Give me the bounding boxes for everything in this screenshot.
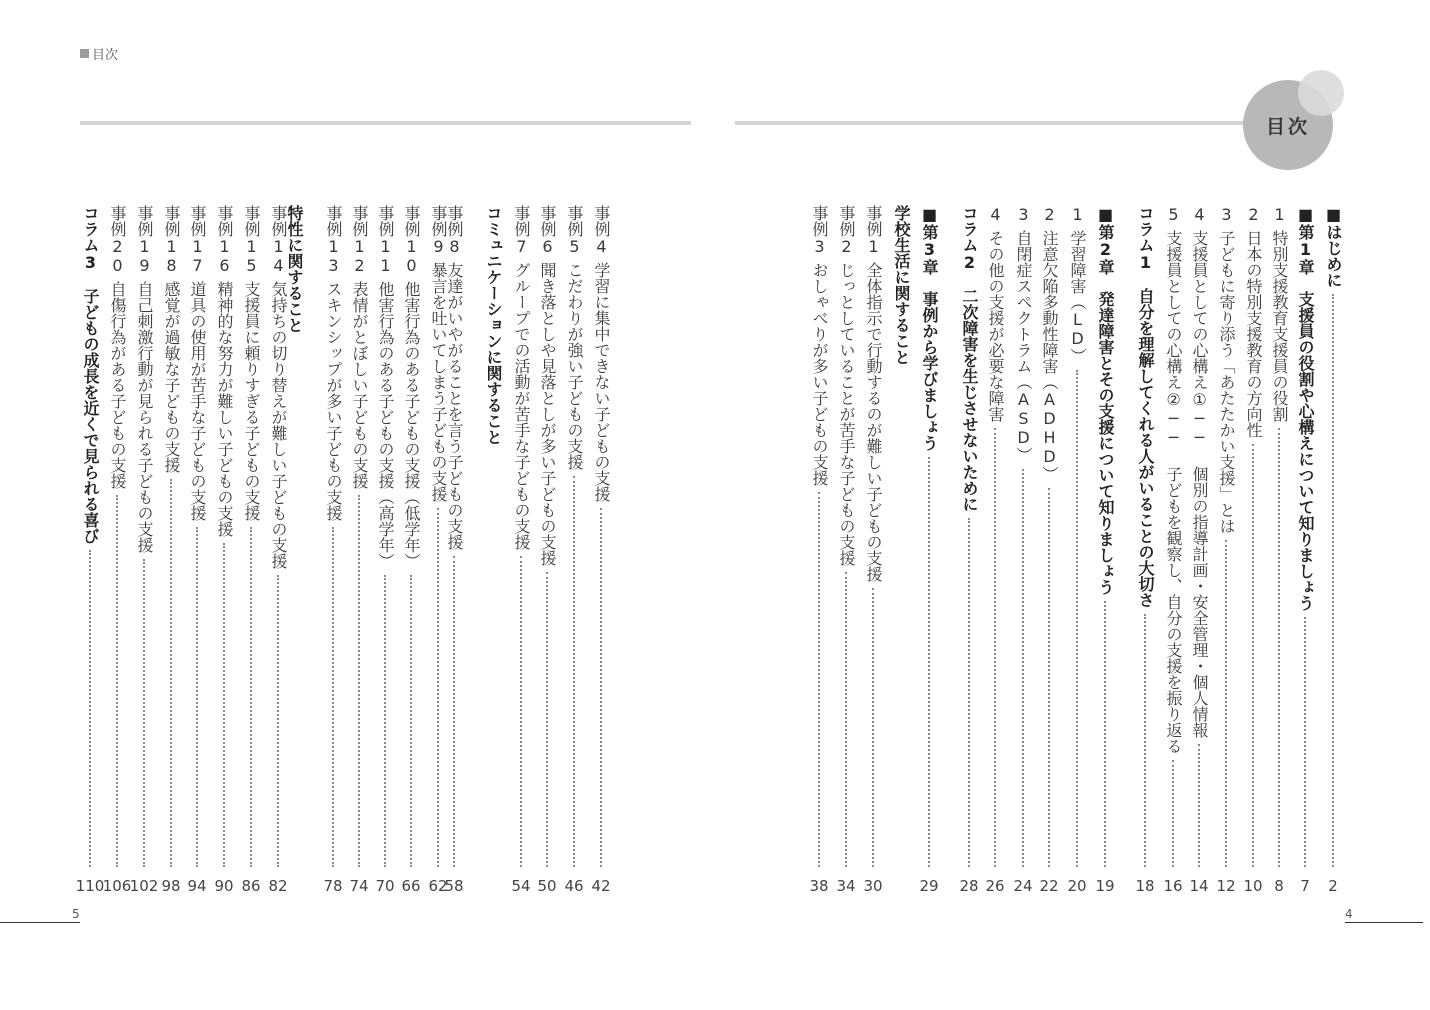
left-header-rule [80, 121, 691, 125]
toc-entry [806, 205, 832, 895]
toc-leader-dots [968, 518, 970, 867]
toc-entry-page: 7 [1300, 877, 1310, 895]
toc-entry-page: 94 [187, 877, 207, 895]
toc-entry [1092, 205, 1118, 895]
right-header-rule [735, 121, 1255, 125]
toc-entry-title: ■はじめに [1324, 205, 1343, 288]
toc-entry-title: 学習障害（LD） [1068, 230, 1087, 364]
toc-entry-page: 34 [836, 877, 856, 895]
toc-entry-page: 12 [1216, 877, 1236, 895]
toc-entry-page: 54 [511, 877, 531, 895]
toc-entry [1240, 205, 1266, 895]
toc-entry-title: 子どもに寄り添う「あたたかい支援」とは [1217, 230, 1236, 534]
left-page-header [80, 44, 118, 63]
toc-entry-page: 16 [1163, 877, 1183, 895]
toc-entry-title: 全体指示で行動するのが難しい子どもの支援 [864, 262, 883, 582]
toc-entry [238, 205, 264, 895]
toc-leader-dots [358, 495, 360, 867]
toc-entry-title: こだわりが強い子どもの支援 [565, 262, 584, 470]
toc-leader-dots [453, 556, 455, 867]
toc-leader-dots [89, 550, 91, 867]
toc-leader-dots [1278, 428, 1280, 867]
toc-entry-number: 事例9 [429, 205, 448, 256]
toc-entry-title: 他害行為のある子どもの支援（高学年） [376, 281, 395, 569]
toc-entry-number: 事例19 [135, 205, 154, 275]
toc-entry-title: ■第2章 発達障害とその支援について知りましょう [1096, 205, 1115, 595]
toc-entry-number: 事例1 [864, 205, 883, 256]
toc-entry-title: グループでの活動が苦手な子どもの支援 [512, 262, 531, 550]
toc-entry [916, 205, 942, 895]
toc-entry-number: 事例10 [402, 205, 421, 275]
toc-leader-dots [143, 559, 145, 867]
toc-leader-dots [223, 543, 225, 867]
toc-leader-dots [1332, 294, 1334, 867]
toc-entry-title: おしゃべりが多い子どもの支援 [810, 262, 829, 486]
toc-entry-title: 自己刺激行動が見られる子どもの支援 [135, 281, 154, 553]
toc-entry-title: 道具の使用が苦手な子どもの支援 [188, 281, 207, 521]
toc-entry-page: 20 [1067, 877, 1087, 895]
toc-leader-dots [994, 428, 996, 867]
toc-entry-number: 2 [1040, 205, 1059, 224]
toc-entry [1064, 205, 1090, 895]
toc-entry-title: 支援員としての心構え②── 子どもを観察し、自分の支援を振り返る [1164, 230, 1183, 754]
toc-entry-title: その他の支援が必要な障害 [986, 230, 1005, 422]
toc-entry-page: 90 [214, 877, 234, 895]
footer-rule-left [0, 922, 80, 923]
toc-entry-page: 8 [1274, 877, 1284, 895]
toc-entry [320, 205, 346, 895]
toc-entry [1010, 205, 1036, 895]
toc-leader-dots [332, 527, 334, 867]
toc-entry-number: 事例16 [215, 205, 234, 275]
toc-leader-dots [1144, 614, 1146, 867]
toc-leader-dots [410, 575, 412, 867]
toc-entry-number: 事例3 [810, 205, 829, 256]
toc-entry-number: 事例5 [565, 205, 584, 256]
toc-entry-number: 1 [1068, 205, 1087, 224]
toc-entry [588, 205, 614, 895]
toc-entry [1186, 205, 1212, 895]
toc-leader-dots [116, 495, 118, 867]
toc-leader-dots [1104, 601, 1106, 867]
toc-leader-dots [384, 575, 386, 867]
toc-leader-dots [845, 572, 847, 867]
toc-entry-page: 42 [591, 877, 611, 895]
toc-leader-dots [1198, 744, 1200, 867]
toc-entry [1160, 205, 1186, 895]
toc-entry-number: 事例15 [242, 205, 261, 275]
toc-entry-page: 102 [129, 877, 159, 895]
toc-entry [480, 205, 506, 895]
toc-entry [956, 205, 982, 895]
toc-entry-page: 58 [444, 877, 464, 895]
toc-leader-dots [520, 556, 522, 867]
toc-entry [184, 205, 210, 895]
toc-entry-page: 70 [375, 877, 395, 895]
toc-leader-dots [872, 588, 874, 867]
toc-entry-number: 事例18 [162, 205, 181, 275]
toc-entry-number: 4 [1190, 205, 1209, 224]
toc-entry [265, 205, 291, 895]
header-square-icon [80, 49, 89, 58]
toc-entry [372, 205, 398, 895]
toc-entry-title: 支援員としての心構え①── 個別の指導計画・安全管理・個人情報 [1190, 230, 1209, 738]
toc-entry-number: 事例8 [445, 205, 464, 256]
toc-entry-page: 46 [564, 877, 584, 895]
toc-entry [131, 205, 157, 895]
toc-entry [833, 205, 859, 895]
toc-entry [1292, 205, 1318, 895]
toc-entry [508, 205, 534, 895]
toc-leader-dots [1225, 540, 1227, 867]
toc-entry-title: 日本の特別支援教育の方向性 [1244, 230, 1263, 438]
toc-entry-page: 106 [102, 877, 132, 895]
toc-entry-title: コラム3 子どもの成長を近くで見られる喜び [81, 205, 100, 544]
toc-entry [1132, 205, 1158, 895]
toc-entry [346, 205, 372, 895]
toc-leader-dots [250, 527, 252, 867]
toc-leader-dots [546, 572, 548, 867]
toc-entry-title: 精神的な努力が難しい子どもの支援 [215, 281, 234, 537]
toc-entry-page: 2 [1328, 877, 1338, 895]
toc-entry-title: 特別支援教育支援員の役割 [1270, 230, 1289, 422]
toc-entry-page: 74 [349, 877, 369, 895]
toc-entry-title: 支援員に頼りすぎる子どもの支援 [242, 281, 261, 521]
toc-entry-number: 5 [1164, 205, 1183, 224]
toc-entry-title: ■第3章 事例から学びましょう [920, 205, 939, 451]
toc-entry-title: 表情がとぼしい子どもの支援 [350, 281, 369, 489]
toc-entry-page: 19 [1095, 877, 1115, 895]
toc-entry-title: 聞き落としや見落としが多い子どもの支援 [538, 262, 557, 566]
toc-entry-title: コラム1 自分を理解してくれる人がいることの大切さ [1136, 205, 1155, 608]
toc-entry-page: 110 [75, 877, 105, 895]
toc-leader-dots [928, 457, 930, 867]
toc-entry-page: 22 [1039, 877, 1059, 895]
toc-entry-page: 14 [1189, 877, 1209, 895]
toc-entry-number: 4 [986, 205, 1005, 224]
toc-entry-number: 2 [1244, 205, 1263, 224]
toc-leader-dots [573, 476, 575, 867]
toc-entry-page: 86 [241, 877, 261, 895]
toc-entry [561, 205, 587, 895]
toc-entry [982, 205, 1008, 895]
toc-entry-page: 50 [537, 877, 557, 895]
toc-entry-title: コラム2 二次障害を生じさせないために [960, 205, 979, 512]
toc-entry-number: 事例12 [350, 205, 369, 275]
toc-entry-title: 感覚が過敏な子どもの支援 [162, 281, 181, 473]
toc-entry-number: 事例11 [376, 205, 395, 275]
toc-entry-title: 学習に集中できない子どもの支援 [592, 262, 611, 502]
toc-leader-dots [170, 479, 172, 867]
header-label: 目次 [92, 48, 119, 63]
toc-leader-dots [437, 508, 439, 867]
toc-entry-title: ■第1章 支援員の役割や心構えについて知りましょう [1296, 205, 1315, 611]
toc-leader-dots [1252, 444, 1254, 867]
toc-entry-page: 29 [919, 877, 939, 895]
toc-entry [1266, 205, 1292, 895]
toc-entry-page: 66 [401, 877, 421, 895]
toc-entry-number: 事例13 [324, 205, 343, 275]
toc-entry-title: 友達がいやがることを言う子どもの支援 [445, 262, 464, 550]
toc-entry [398, 205, 424, 895]
toc-entry [158, 205, 184, 895]
toc-entry-number: 3 [1217, 205, 1236, 224]
toc-entry-number: 事例14 [269, 205, 288, 275]
toc-entry [1213, 205, 1239, 895]
toc-entry-number: 事例17 [188, 205, 207, 275]
toc-entry-title: スキンシップが多い子どもの支援 [324, 281, 343, 521]
toc-entry-title: 他害行為のある子どもの支援（低学年） [402, 281, 421, 569]
toc-entry-title: 注意欠陥多動性障害（ADHD） [1040, 230, 1059, 482]
toc-leader-dots [1304, 617, 1306, 867]
toc-entry-page: 38 [809, 877, 829, 895]
toc-entry-page: 18 [1135, 877, 1155, 895]
toc-entry [1320, 205, 1346, 895]
toc-entry [860, 205, 886, 895]
toc-entry-number: 事例7 [512, 205, 531, 256]
toc-leader-dots [1022, 469, 1024, 867]
toc-entry-page: 24 [1013, 877, 1033, 895]
toc-entry-number: 事例4 [592, 205, 611, 256]
toc-entry [1036, 205, 1062, 895]
toc-entry [104, 205, 130, 895]
toc-entry-title: じっとしていることが苦手な子どもの支援 [837, 262, 856, 566]
toc-entry-title: 特性に関すること [285, 205, 304, 333]
toc-leader-dots [277, 575, 279, 867]
toc-entry-title: 自閉症スペクトラム（ASD） [1014, 230, 1033, 463]
toc-leader-dots [196, 527, 198, 867]
toc-leader-dots [818, 492, 820, 867]
toc-entry-number: 3 [1014, 205, 1033, 224]
toc-entry-title: 学校生活に関すること [892, 205, 911, 365]
toc-badge-label: 目次 [1265, 115, 1310, 138]
toc-entry-page: 62 [428, 877, 448, 895]
toc-entry-title: 暴言を吐いてしまう子どもの支援 [429, 262, 448, 502]
toc-entry-page: 10 [1243, 877, 1263, 895]
toc-leader-dots [1048, 488, 1050, 867]
footer-rule-right [1345, 922, 1423, 923]
toc-entry-title: 自傷行為がある子どもの支援 [108, 281, 127, 489]
toc-entry-page: 82 [268, 877, 288, 895]
folio-left: 5 [72, 907, 80, 921]
toc-entry-page: 98 [161, 877, 181, 895]
toc-entry-page: 26 [985, 877, 1005, 895]
toc-entry-page: 28 [959, 877, 979, 895]
toc-entry-title: コミュニケーションに関すること [484, 205, 503, 445]
toc-entry [534, 205, 560, 895]
toc-entry-page: 30 [863, 877, 883, 895]
toc-entry-number: 事例6 [538, 205, 557, 256]
toc-leader-dots [600, 508, 602, 867]
toc-entry-title: 気持ちの切り替えが難しい子どもの支援 [269, 281, 288, 569]
toc-entry [211, 205, 237, 895]
folio-right: 4 [1345, 907, 1353, 921]
toc-leader-dots [1172, 760, 1174, 867]
toc-leader-dots [1076, 370, 1078, 867]
toc-entry-number: 事例2 [837, 205, 856, 256]
toc-entry [77, 205, 103, 895]
toc-entry [888, 205, 914, 895]
toc-entry [425, 205, 451, 895]
toc-entry-number: 1 [1270, 205, 1289, 224]
toc-entry-number: 事例20 [108, 205, 127, 275]
toc-entry-page: 78 [323, 877, 343, 895]
